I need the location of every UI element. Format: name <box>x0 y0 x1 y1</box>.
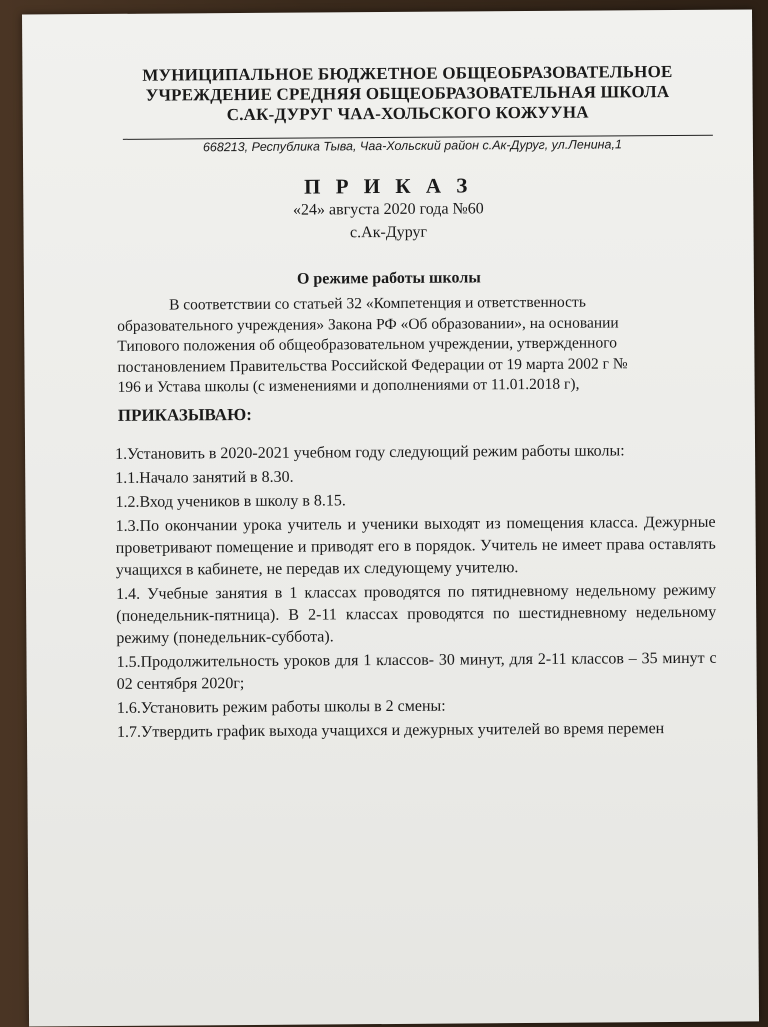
document-title: П Р И К А З <box>304 173 473 199</box>
preamble <box>117 292 708 399</box>
order-items <box>115 440 717 746</box>
preamble-line: В соответствии со статьей 32 «Компетенция и ответственность <box>168 293 586 314</box>
order-keyword: ПРИКАЗЫВАЮ: <box>117 404 252 425</box>
preamble-line: 196 и Устава школы (с изменениями и дополнениями от 11.01.2018 г), <box>117 375 580 396</box>
order-item: 1.1.Начало занятий в 8.30. <box>115 468 294 487</box>
preamble-line: Типового положения об общеобразовательном учреждении, утвержденного <box>117 334 617 355</box>
order-item: 1.4. Учебные занятия в 1 классах проводятся по пятидневному недельному режиму (понедельник-пятница). В 2-11 классах проводятся по шестидневному недельному режиму (понедельник-суббота). <box>115 581 717 647</box>
order-item: 1.3.По окончании урока учитель и ученики выходят из помещения класса. Дежурные проветривают помещение и приводят его в порядок. Учитель не имеет права оставлять учащихся в кабинете, не передав их следующему учителю. <box>115 513 716 579</box>
order-item: 1.7.Утвердить график выхода учащихся и дежурных учителей во время перемен <box>116 720 665 741</box>
order-item: 1.5.Продолжительность уроков для 1 классов- 30 минут, для 2-11 классов – 35 минут с 02 сентября 2020г; <box>116 649 717 693</box>
order-item: 1.2.Вход учеников в школу в 8.15. <box>115 492 346 511</box>
preamble-line: постановлением Правительства Российской Федерации от 19 марта 2002 г № <box>117 354 628 376</box>
header-line-1: МУНИЦИПАЛЬНОЕ БЮДЖЕТНОЕ ОБЩЕОБРАЗОВАТЕЛЬНОЕ <box>142 62 673 85</box>
order-item: 1.Установить в 2020-2021 учебном году следующий режим работы школы: <box>115 442 625 463</box>
document-place: с.Ак-Дуруг <box>349 223 428 242</box>
school-address: 668213, Республика Тыва, Чаа-Хольский район с.Ак-Дуруг, ул.Ленина,1 <box>202 137 622 155</box>
header-line-2: УЧРЕЖДЕНИЕ СРЕДНЯЯ ОБЩЕОБРАЗОВАТЕЛЬНАЯ ШКОЛА <box>145 82 670 105</box>
school-header <box>117 62 697 126</box>
document-date: «24» августа 2020 года №60 <box>292 200 484 219</box>
document-subject: О режиме работы школы <box>296 269 481 288</box>
header-line-3: С.АК-ДУРУГ ЧАА-ХОЛЬСКОГО КОЖУУНА <box>226 102 589 125</box>
order-item: 1.6.Установить режим работы школы в 2 смены: <box>116 697 446 717</box>
document-page <box>22 9 759 1026</box>
preamble-line: образовательного учреждения» Закона РФ «Об образовании», на основании <box>117 313 619 335</box>
